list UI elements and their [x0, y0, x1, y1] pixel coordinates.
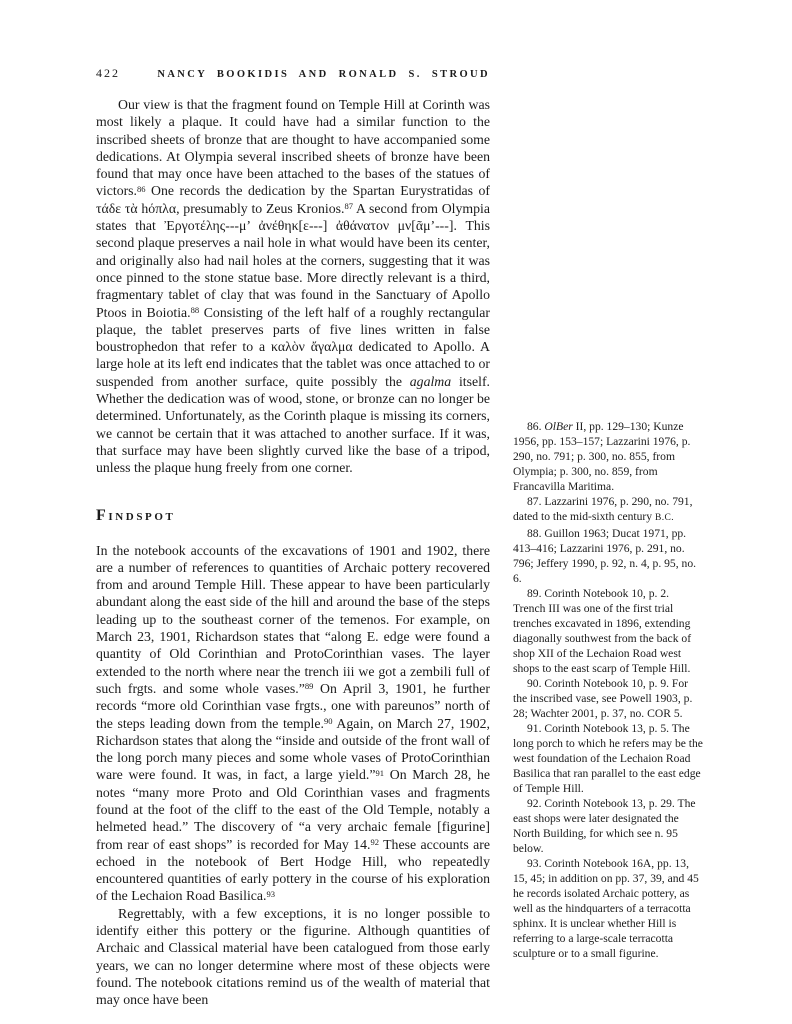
text-segment: On April 3, 1901, he further records “more old Corinthian vase frgts., one with pareunos” north of the steps leading down from the temple.	[96, 680, 490, 731]
footnote-90	[513, 676, 703, 721]
text-segment: OlBer	[544, 420, 573, 433]
footnote-reference: 90	[323, 715, 333, 726]
text-segment: II, pp. 129–130; Kunze 1956, pp. 153–157; Lazzarini 1976, p. 290, no. 791; p. 300, no. 855, from Olympia; p. 300, no. 859, from Francavilla Maritima.	[513, 420, 691, 493]
footnote-column	[513, 419, 703, 961]
text-segment: 93. Corinth Notebook 16A, pp. 13, 15, 45; in addition on pp. 37, 39, and 45 he records isolated Archaic pottery, as well as the hindquarters of a terracotta sphinx. It is unclear whether Hill is referring to a large-scale terracotta sculpture or to a small figurine.	[513, 857, 699, 960]
paragraph	[96, 542, 490, 905]
footnote-reference: 88	[190, 304, 200, 315]
text-segment: agalma	[409, 373, 452, 389]
text-segment: 91. Corinth Notebook 13, p. 5. The long porch to which he refers may be the west foundation of the Lechaion Road Basilica that ran parallel to the east edge of Temple Hill.	[513, 722, 703, 795]
footnote-reference: 91	[375, 767, 385, 778]
footnote-91	[513, 721, 703, 796]
section-heading-findspot: Findspot	[96, 506, 176, 524]
footnote-reference: 86	[137, 183, 146, 194]
text-segment: Regrettably, with a few exceptions, it is no longer possible to identify either this pottery or the figurine. Although quantities of Archaic and Classical material have been catalogued from those early years, we can no longer determine where most of these objects were found. The notebook citations remind us of the wealth of material that may once have been	[96, 905, 490, 1008]
footnote-89	[513, 586, 703, 676]
paragraph	[96, 905, 490, 1009]
text-segment: B.C.	[655, 513, 675, 523]
text-segment: Our view is that the fragment found on Temple Hill at Corinth was most likely a plaque. It could have had a similar function to the inscribed sheets of bronze that are thought to have accompanied some dedications. At Olympia several inscribed sheets of bronze have been found that may once have been attached to the bases of the statues of victors.	[96, 97, 490, 199]
text-segment: On March 28, he notes “many more Proto and Old Corinthian vases and fragments found at the foot of the cliff to the east of the Old Temple, notably a helmeted head.” The discovery of “a very archaic female [figurine] from rear of east shops” is recorded for May 14.	[96, 767, 491, 852]
text-segment: One records the dedication by the Spartan Eurystratidas of τάδε τὰ hόπλα, presumably to Zeus Kronios.	[96, 183, 490, 216]
running-head	[96, 66, 490, 81]
footnote-86	[513, 419, 703, 494]
page-number: 422	[96, 66, 120, 80]
text-segment: A second from Olympia states that Ἐργοτέλης---μ’ ἀνέθηκ[ε---] ἀθάνατον μν[ᾶμ’---]. This second plaque preserves a nail hole in what would have been its center, and originally also had nail holes at the corners, suggesting that it was once pinned to the stone statue base. More directly relevant is a third, fragmentary tablet of clay that was found in the Sanctuary of Apollo Ptoos in Boiotia.	[96, 200, 491, 320]
main-text-column	[96, 96, 490, 1009]
text-segment: Again, on March 27, 1902, Richardson states that along the “inside and outside of the front wall of the long porch many pieces and some whole vases of ProtoCorinthian ware were found. It was, in fact, a large yield.”	[96, 715, 490, 783]
footnote-reference: 93	[266, 888, 276, 899]
running-title: NANCY BOOKIDIS AND RONALD S. STROUD	[157, 69, 490, 80]
footnote-reference: 92	[370, 836, 379, 847]
footnote-93	[513, 856, 703, 961]
text-segment: itself. Whether the dedication was of wood, stone, or bronze can no longer be determined. Unfortunately, as the Corinth plaque is missing its corners, we cannot be certain that it was attached to another surface. If it was, that surface may have been slightly curved like the base of a tripod, unless the plaque hung freely from one corner.	[96, 373, 490, 476]
footnote-88	[513, 526, 703, 586]
footnote-92	[513, 796, 703, 856]
footnote-reference: 89	[304, 681, 314, 692]
text-segment: 88. Guillon 1963; Ducat 1971, pp. 413–416; Lazzarini 1976, p. 291, no. 796; Jeffery 1990, p. 92, n. 4, p. 95, no. 6.	[513, 527, 697, 585]
text-segment: 92. Corinth Notebook 13, p. 29. The east shops were later designated the North Building, for which see n. 95 below.	[513, 797, 696, 855]
footnote-87	[513, 494, 703, 526]
text-segment: Consisting of the left half of a roughly rectangular plaque, the tablet preserves parts of five lines written in false boustrophedon that refer to a καλὸν ἄγαλμα dedicated to Apollo. A large hole at its left end indicates that the tablet was once attached to or suspended from another surface, quite possibly the	[96, 304, 491, 389]
text-segment: These accounts are echoed in the notebook of Bert Hodge Hill, who repeatedly encountered quantities of early pottery in the course of his exploration of the Lechaion Road Basilica.	[96, 836, 490, 904]
paragraph	[96, 96, 490, 477]
text-segment: 90. Corinth Notebook 10, p. 9. For the inscribed vase, see Powell 1903, p. 28; Wachter 2001, p. 37, no. COR 5.	[513, 677, 693, 720]
text-segment: 87. Lazzarini 1976, p. 290, no. 791, dated to the mid-sixth century	[513, 495, 693, 523]
footnote-reference: 87	[344, 200, 354, 211]
text-segment: In the notebook accounts of the excavations of 1901 and 1902, there are a number of references to quantities of Archaic pottery recovered from and around Temple Hill. These appear to have been particularly abundant along the east side of the hill and around the base of the steps leading up to the southeast corner of the temenos. For example, on March 23, 1901, Richardson states that “along E. edge were found a quantity of Old Corinthian and ProtoCorinthian vases. The layer extended to the north where near the trench iii we got a zembili full of such frgts. and some whole vases.”	[96, 542, 490, 696]
text-segment: 86.	[527, 420, 545, 433]
text-segment: 89. Corinth Notebook 10, p. 2. Trench III was one of the first trial trenches excavated in 1896, extending diagonally southwest from the back of shop XII of the Lechaion Road west shops to the east scarp of Temple Hill.	[513, 587, 692, 675]
